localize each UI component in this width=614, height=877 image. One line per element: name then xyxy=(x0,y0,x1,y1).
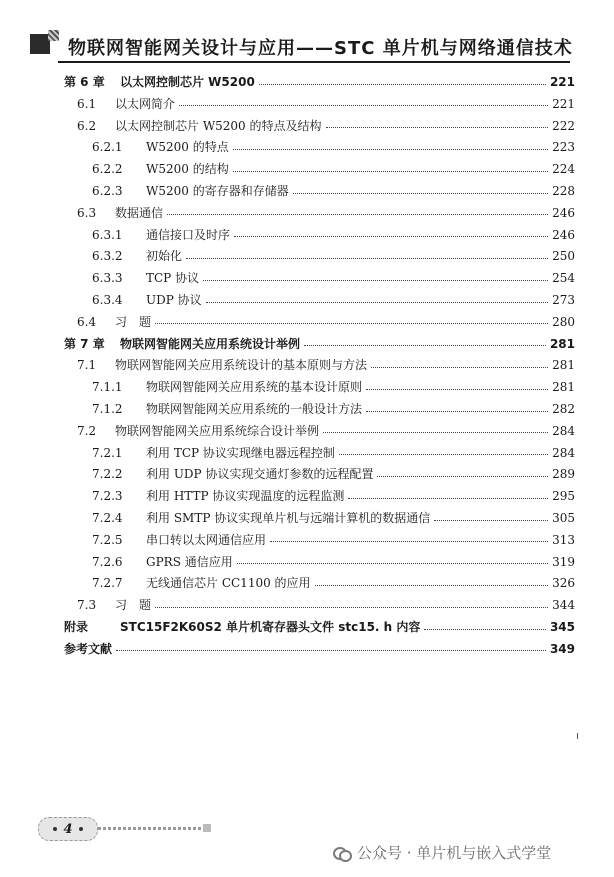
dot-leader xyxy=(155,607,548,608)
toc-title: W5200 的特点 xyxy=(146,140,229,155)
dot-leader xyxy=(179,105,548,106)
toc-entry xyxy=(92,444,575,462)
toc-entry xyxy=(64,640,575,658)
header-ornament xyxy=(30,34,50,54)
toc-page-number: 221 xyxy=(552,96,575,111)
toc-entry xyxy=(77,95,575,113)
toc-page-number: 223 xyxy=(552,140,575,155)
toc-number: 6.2.2 xyxy=(92,162,123,177)
dot-leader xyxy=(186,258,548,259)
dot-leader xyxy=(167,214,548,215)
toc-entry xyxy=(64,73,575,91)
toc-page-number: 313 xyxy=(552,532,575,547)
toc-number: 6.2.1 xyxy=(92,140,123,155)
toc-page-number: 282 xyxy=(552,402,575,416)
dot-leader xyxy=(206,302,548,303)
toc-entry xyxy=(92,138,575,156)
toc-number: 7.2.1 xyxy=(92,445,123,460)
dot-leader xyxy=(233,171,548,172)
dot-leader xyxy=(259,84,546,85)
toc-number: 6.1 xyxy=(77,96,97,111)
toc-number: 6.4 xyxy=(77,314,97,329)
dot-leader xyxy=(293,193,548,194)
dot-leader xyxy=(203,280,548,281)
toc-title: W5200 的寄存器和存储器 xyxy=(146,184,289,198)
toc-entry xyxy=(92,182,575,200)
toc-number: 附录 xyxy=(64,620,89,634)
toc-entry xyxy=(77,356,575,374)
toc-page-number: 349 xyxy=(549,641,575,656)
dot-leader xyxy=(155,323,548,324)
toc-page-number: 284 xyxy=(552,423,575,438)
dot-leader xyxy=(237,563,548,564)
dot-leader xyxy=(116,650,546,651)
toc-entry xyxy=(92,465,575,483)
toc-title: 物联网智能网关应用系统的一般设计方法 xyxy=(146,402,363,416)
dot-leader xyxy=(366,389,548,390)
toc-page-number: 295 xyxy=(552,489,575,504)
toc-entry xyxy=(77,422,575,440)
toc-title: 利用 SMTP 协议实现单片机与远端计算机的数据通信 xyxy=(146,511,431,525)
page-footer xyxy=(0,800,614,877)
wechat-icon xyxy=(333,845,351,861)
toc-title: 物联网智能网关应用系统设计的基本原则与方法 xyxy=(115,358,368,373)
toc-page-number: 345 xyxy=(549,620,575,634)
toc-title: W5200 的结构 xyxy=(146,162,229,177)
toc-number: 第 6 章 xyxy=(64,75,105,89)
toc-page-number: 319 xyxy=(552,554,575,569)
toc-title: 串口转以太网通信应用 xyxy=(146,532,267,547)
toc-title: 物联网智能网关应用系统综合设计举例 xyxy=(115,423,320,438)
toc-number: 7.3 xyxy=(77,598,97,613)
toc-title: 习 题 xyxy=(115,598,152,613)
toc-number: 7.2.3 xyxy=(92,489,123,504)
page-header xyxy=(0,28,614,72)
toc-number: 6.2.3 xyxy=(92,184,123,198)
toc-page-number: 224 xyxy=(552,162,575,177)
toc-page-number: 284 xyxy=(552,445,575,460)
toc-title: 数据通信 xyxy=(115,205,164,220)
dot-leader xyxy=(424,629,546,630)
toc-page-number: 228 xyxy=(552,184,575,198)
dot-leader xyxy=(315,585,549,586)
toc-number: 7.1.1 xyxy=(92,380,123,395)
toc-entry xyxy=(92,269,575,287)
dot-icon xyxy=(79,827,83,831)
toc-entry xyxy=(92,160,575,178)
toc-title: GPRS 通信应用 xyxy=(146,554,233,569)
toc-entry xyxy=(77,117,575,135)
toc-number: 7.2.4 xyxy=(92,511,123,525)
toc-number: 6.3 xyxy=(77,205,97,220)
toc-number: 6.3.3 xyxy=(92,271,123,286)
toc-entry xyxy=(92,509,575,527)
toc-title: 习 题 xyxy=(115,314,152,329)
watermark xyxy=(333,842,551,863)
dot-leader xyxy=(270,541,548,542)
toc-entry xyxy=(92,378,575,396)
margin-mark xyxy=(577,733,578,739)
toc-number: 6.3.2 xyxy=(92,249,123,264)
toc-page-number: 221 xyxy=(549,75,575,89)
toc-page-number: 246 xyxy=(552,227,575,242)
toc-number: 7.2.6 xyxy=(92,554,123,569)
toc-title: 利用 HTTP 协议实现温度的远程监测 xyxy=(146,489,345,504)
toc-entry xyxy=(77,313,575,331)
page-number: 4 xyxy=(63,821,73,837)
toc-page-number: 254 xyxy=(552,271,575,286)
watermark-text: 公众号 · 单片机与嵌入式学堂 xyxy=(357,844,552,862)
toc-entry xyxy=(64,618,575,636)
dot-leader xyxy=(323,432,548,433)
dot-leader xyxy=(326,127,549,128)
dot-leader xyxy=(371,367,548,368)
header-ornament-small xyxy=(48,30,59,41)
toc-title: 无线通信芯片 CC1100 的应用 xyxy=(146,576,311,591)
toc-entry xyxy=(92,400,575,418)
dot-leader xyxy=(434,520,548,521)
toc-title: 以太网简介 xyxy=(115,96,176,111)
footer-dotted-line xyxy=(98,827,204,830)
dot-icon xyxy=(53,827,57,831)
dot-leader xyxy=(348,498,548,499)
toc-entry xyxy=(77,204,575,222)
toc-number: 参考文献 xyxy=(64,641,113,656)
toc-title: STC15F2K60S2 单片机寄存器头文件 stc15. h 内容 xyxy=(120,620,421,634)
dot-leader xyxy=(366,411,548,412)
toc-number: 7.1.2 xyxy=(92,402,123,416)
toc-page-number: 250 xyxy=(552,249,575,264)
toc-number: 7.2.5 xyxy=(92,532,123,547)
book-title: 物联网智能网关设计与应用——STC 单片机与网络通信技术 xyxy=(68,38,573,59)
toc-number: 6.3.1 xyxy=(92,227,123,242)
toc-page-number: 281 xyxy=(552,380,575,395)
toc-title: 以太网控制芯片 W5200 xyxy=(120,75,255,89)
footer-ornament xyxy=(203,824,211,832)
toc-entry xyxy=(64,335,575,353)
toc-title: 利用 UDP 协议实现交通灯参数的远程配置 xyxy=(146,467,374,482)
toc-page-number: 246 xyxy=(552,205,575,220)
toc-title: 利用 TCP 协议实现继电器远程控制 xyxy=(146,445,335,460)
dot-leader xyxy=(377,476,548,477)
dot-leader xyxy=(304,345,546,346)
header-rule xyxy=(58,61,570,63)
toc-page-number: 305 xyxy=(552,511,575,525)
toc-entry xyxy=(92,574,575,592)
toc-page-number: 280 xyxy=(552,314,575,329)
toc-entry xyxy=(92,487,575,505)
page-number-badge xyxy=(38,817,98,841)
toc-page-number: 289 xyxy=(552,467,575,482)
toc-page-number: 281 xyxy=(549,336,575,351)
toc-entry xyxy=(92,247,575,265)
toc-number: 7.2.2 xyxy=(92,467,123,482)
toc-number: 6.3.4 xyxy=(92,293,123,307)
dot-leader xyxy=(234,236,548,237)
toc-page-number: 222 xyxy=(552,118,575,133)
toc-number: 7.2.7 xyxy=(92,576,123,591)
toc-title: 以太网控制芯片 W5200 的特点及结构 xyxy=(115,118,322,133)
toc-entry xyxy=(77,596,575,614)
toc-page-number: 273 xyxy=(552,293,575,307)
toc-entry xyxy=(92,531,575,549)
toc-number: 7.1 xyxy=(77,358,97,373)
toc-entry xyxy=(92,291,575,309)
dot-leader xyxy=(339,454,548,455)
toc-title: 初始化 xyxy=(146,249,183,264)
toc-title: 物联网智能网关应用系统的基本设计原则 xyxy=(146,380,363,395)
toc-entry xyxy=(92,553,575,571)
dot-leader xyxy=(233,149,548,150)
toc-number: 7.2 xyxy=(77,423,97,438)
toc-page-number: 281 xyxy=(552,358,575,373)
toc-entry xyxy=(92,226,575,244)
toc-number: 第 7 章 xyxy=(64,336,105,351)
toc-page-number: 344 xyxy=(552,598,575,613)
toc-page-number: 326 xyxy=(552,576,575,591)
toc-title: 物联网智能网关应用系统设计举例 xyxy=(120,336,301,351)
toc-number: 6.2 xyxy=(77,118,97,133)
toc-title: 通信接口及时序 xyxy=(146,227,231,242)
toc-title: UDP 协议 xyxy=(146,293,202,307)
toc-title: TCP 协议 xyxy=(146,271,200,286)
